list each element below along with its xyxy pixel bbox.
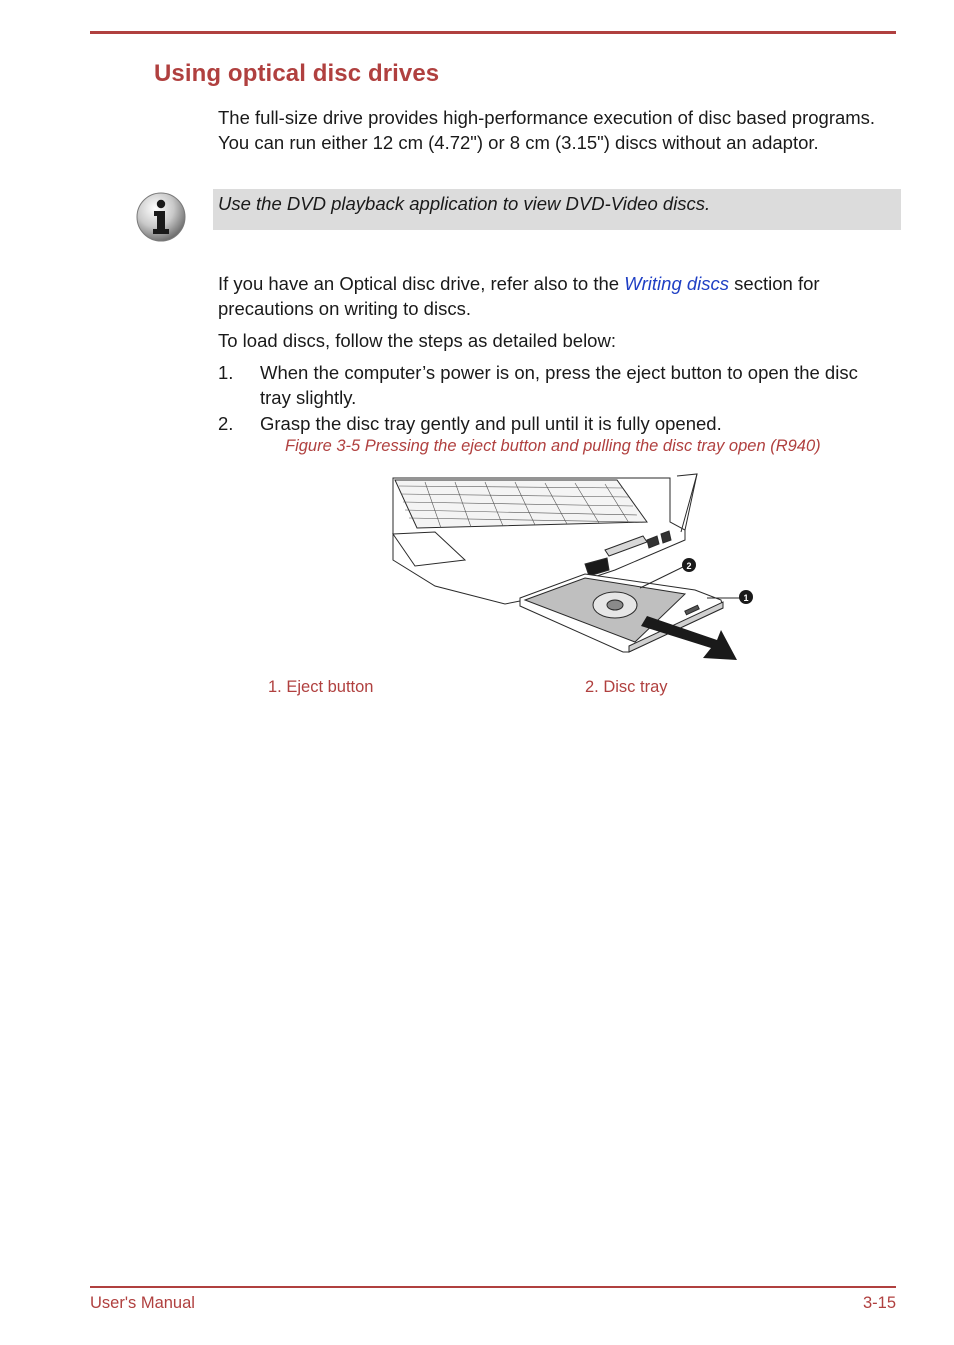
info-icon: [135, 191, 187, 243]
steps-intro: To load discs, follow the steps as detailed below:: [218, 330, 616, 351]
page-number: 3-15: [862, 1294, 896, 1312]
legend-eject-button: 1. Eject button: [268, 678, 374, 696]
intro-paragraph: The full-size drive provides high-performance execution of disc based programs. You can run either 12 cm (4.72") or 8 cm (3.15") discs without an adaptor.: [218, 107, 876, 153]
reference-text-after: section for precautions on writing to discs.: [218, 273, 820, 319]
legend-disc-tray: 2. Disc tray: [585, 678, 668, 696]
step-text: When the computer’s power is on, press the eject button to open the disc tray slightly.: [260, 362, 858, 408]
reference-text-before: If you have an Optical disc drive, refer also to the: [218, 273, 625, 294]
footer-rule: [90, 1286, 896, 1288]
step-text: Grasp the disc tray gently and pull until it is fully opened.: [260, 413, 722, 434]
callout-1: 1: [743, 593, 749, 603]
note-text: Use the DVD playback application to view DVD-Video discs.: [218, 193, 711, 214]
step-number: 2.: [218, 413, 234, 434]
step-number: 1.: [218, 362, 234, 383]
callout-2: 2: [686, 561, 692, 571]
writing-discs-link[interactable]: Writing discs: [624, 273, 730, 294]
header-rule: [90, 31, 896, 34]
page-title: Using optical disc drives: [154, 60, 440, 87]
footer-title: User's Manual: [90, 1294, 195, 1312]
disc-tray-illustration: [385, 470, 755, 670]
reference-paragraph: [218, 272, 898, 321]
figure-caption: Figure 3-5 Pressing the eject button and pulling the disc tray open (R940): [285, 437, 821, 455]
note-box: [213, 189, 901, 230]
